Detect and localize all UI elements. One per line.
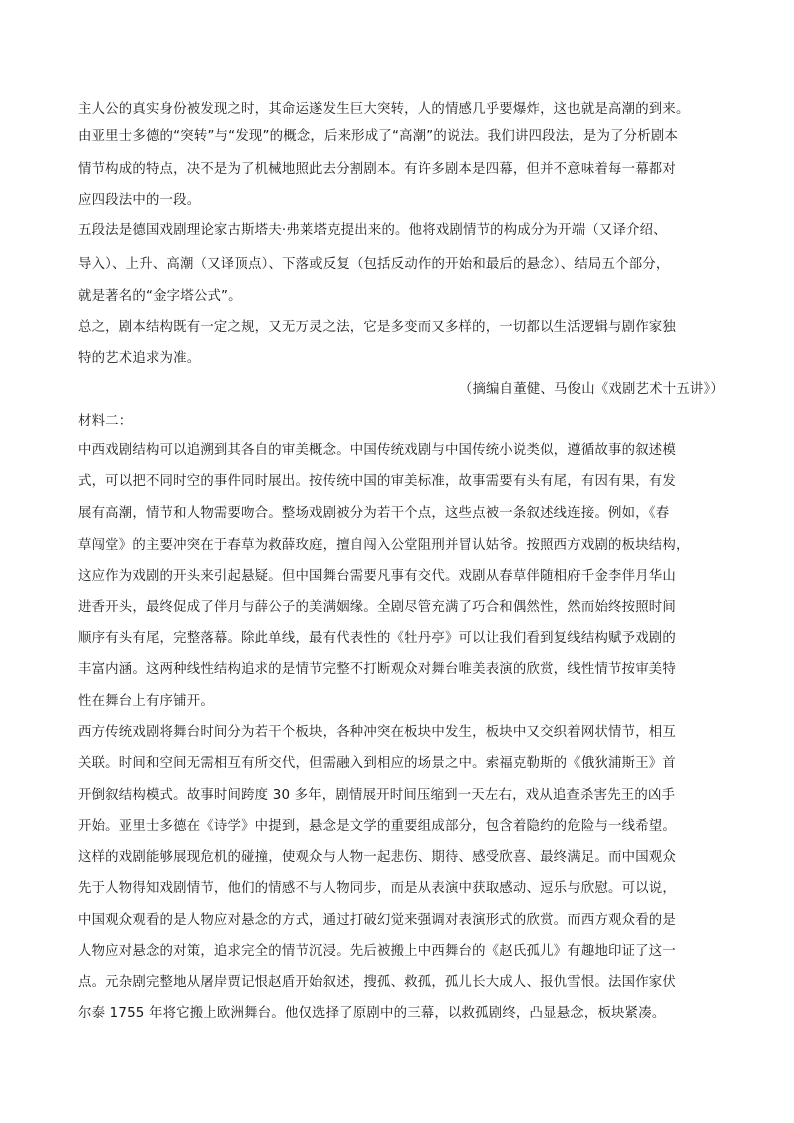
paragraph-line: 性在舞台上有序铺开。 — [78, 694, 214, 709]
paragraph-line: 开始。亚里士多德在《诗学》中提到，悬念是文学的重要组成部分，包含着隐约的危险与一线希望。 — [78, 819, 676, 834]
paragraph-line: 中西戏剧结构可以追溯到其各自的审美概念。中国传统戏剧与中国传统小说类似，遵循故事的叙述模 — [78, 443, 676, 458]
paragraph-line: 进香开头，最终促成了伴月与薛公子的美满姻缘。全剧尽管充满了巧合和偶然性，然而始终按照时间 — [78, 600, 676, 615]
paragraph-line: 人物应对悬念的对策，追求完全的情节沉浸。先后被搬上中西舞台的《赵氏孤儿》有趣地印证了这一 — [78, 944, 676, 959]
paragraph-line: 式，可以把不同时空的事件同时展出。按传统中国的审美标准，故事需要有头有尾，有因有果，有发 — [78, 474, 676, 489]
paragraph-line: 丰富内涵。这两种线性结构追求的是情节完整不打断观众对舞台唯美表演的欣赏，线性情节按审美特 — [78, 662, 676, 677]
paragraph-line: 西方传统戏剧将舞台时间分为若干个板块，各种冲突在板块中发生，板块中又交织着网状情节，相互 — [78, 725, 676, 740]
paragraph-line: 点。元杂剧完整地从屠岸贾记恨赵盾开始叙述，搜孤、救孤，孤儿长大成人、报仇雪恨。法国作家伏 — [78, 975, 676, 990]
paragraph-line: 总之，剧本结构既有一定之规，又无万灵之法，它是多变而又多样的，一切都以生活逻辑与剧作家独 — [78, 320, 676, 335]
citation-source: （摘编自董健、马俊山《戏剧艺术十五讲》） — [458, 382, 724, 397]
paragraph-line: 尔泰 1755 年将它搬上欧洲舞台。他仅选择了原剧中的三幕，以救孤剧终，凸显悬念，板块紧凑。 — [78, 1006, 666, 1021]
paragraph-line: 先于人物得知戏剧情节，他们的情感不与人物同步，而是从表演中获取感动、逗乐与欣慰。可以说， — [78, 881, 676, 896]
paragraph-line: 由亚里士多德的“突转”与“发现”的概念，后来形成了“高潮”的说法。我们讲四段法，是为了分析剧本 — [78, 129, 679, 144]
paragraph-line: 展有高潮，情节和人物需要吻合。整场戏剧被分为若干个点，这些点被一条叙述线连接。例如，《春 — [78, 506, 670, 521]
paragraph-line: 开倒叙结构模式。故事时间跨度 30 多年，剧情展开时间压缩到一天左右，戏从追查杀害先王的凶手 — [78, 788, 676, 803]
section-heading: 材料二： — [78, 414, 133, 429]
paragraph-line: 应四段法中的一段。 — [78, 193, 201, 208]
paragraph-line: 特的艺术追求为准。 — [78, 351, 201, 366]
paragraph-line: 五段法是德国戏剧理论家古斯塔夫·弗莱塔克提出来的。他将戏剧情节的构成分为开端（又译介绍、 — [78, 223, 667, 238]
paragraph-line: 导入）、上升、高潮（又译顶点）、下落或反复（包括反动作的开始和最后的悬念）、结局五个部分， — [78, 257, 670, 272]
paragraph-line: 草闯堂》的主要冲突在于春草为救薛玫庭，擅自闯入公堂阻刑并冒认姑爷。按照西方戏剧的板块结构， — [78, 538, 690, 553]
paragraph-line: 这应作为戏剧的开头来引起悬疑。但中国舞台需要凡事有交代。戏剧从春草伴随相府千金李伴月华山 — [78, 569, 676, 584]
paragraph-line: 关联。时间和空间无需相互有所交代，但需融入到相应的场景之中。索福克勒斯的《俄狄浦斯王》首 — [78, 756, 676, 771]
paragraph-line: 主人公的真实身份被发现之时，其命运遂发生巨大突转，人的情感几乎要爆炸，这也就是高潮的到来。 — [78, 102, 690, 117]
paragraph-line: 顺序有头有尾，完整落幕。除此单线，最有代表性的《牡丹亭》可以让我们看到复线结构赋予戏剧的 — [78, 631, 676, 646]
paragraph-line: 情节构成的特点，决不是为了机械地照此去分割剧本。有许多剧本是四幕，但并不意味着每一幕都对 — [78, 162, 676, 177]
paragraph-line: 就是著名的“金字塔公式”。 — [78, 289, 242, 304]
paragraph-line: 中国观众观看的是人物应对悬念的方式，通过打破幻觉来强调对表演形式的欣赏。而西方观众看的是 — [78, 913, 676, 928]
paragraph-line: 这样的戏剧能够展现危机的碰撞，使观众与人物一起悲伤、期待、感受欣喜、最终满足。而中国观众 — [78, 850, 676, 865]
